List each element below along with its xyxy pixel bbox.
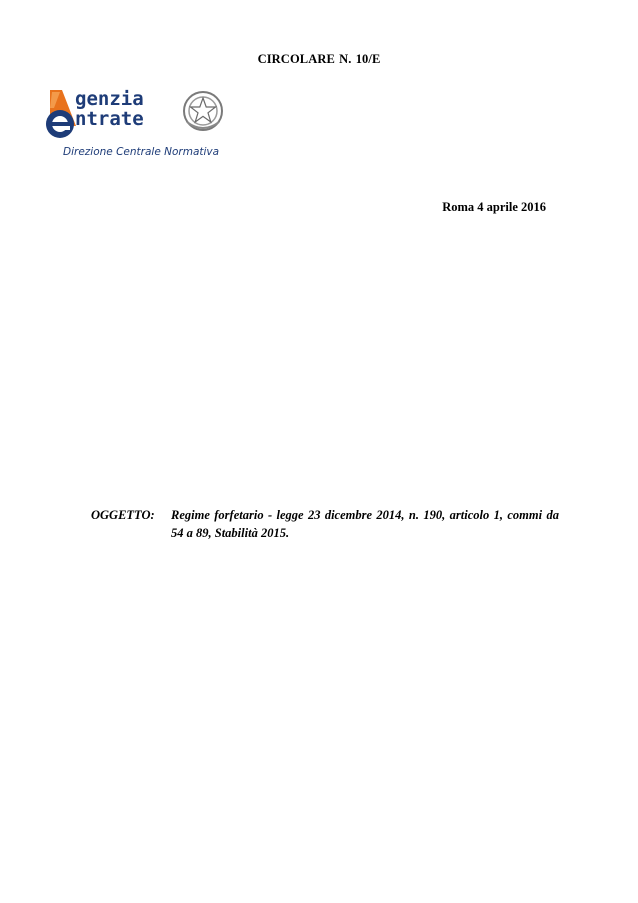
logo-line-2: ntrate [75, 108, 144, 130]
logo-line-1: genzia [75, 88, 144, 110]
italian-republic-emblem-icon [184, 92, 222, 130]
circolare-number: CIRCOLARE N. 10/E [257, 52, 381, 66]
document-date: Roma 4 aprile 2016 [442, 200, 546, 214]
subject-block [91, 506, 559, 542]
department-name: Direzione Centrale Normativa [63, 146, 220, 158]
subject-text: Regime forfetario - legge 23 dicembre 2014, n. 190, articolo 1, commi da 54 a 89, Stabilità 2015. [171, 508, 559, 540]
subject-label: OGGETTO: [91, 508, 155, 522]
